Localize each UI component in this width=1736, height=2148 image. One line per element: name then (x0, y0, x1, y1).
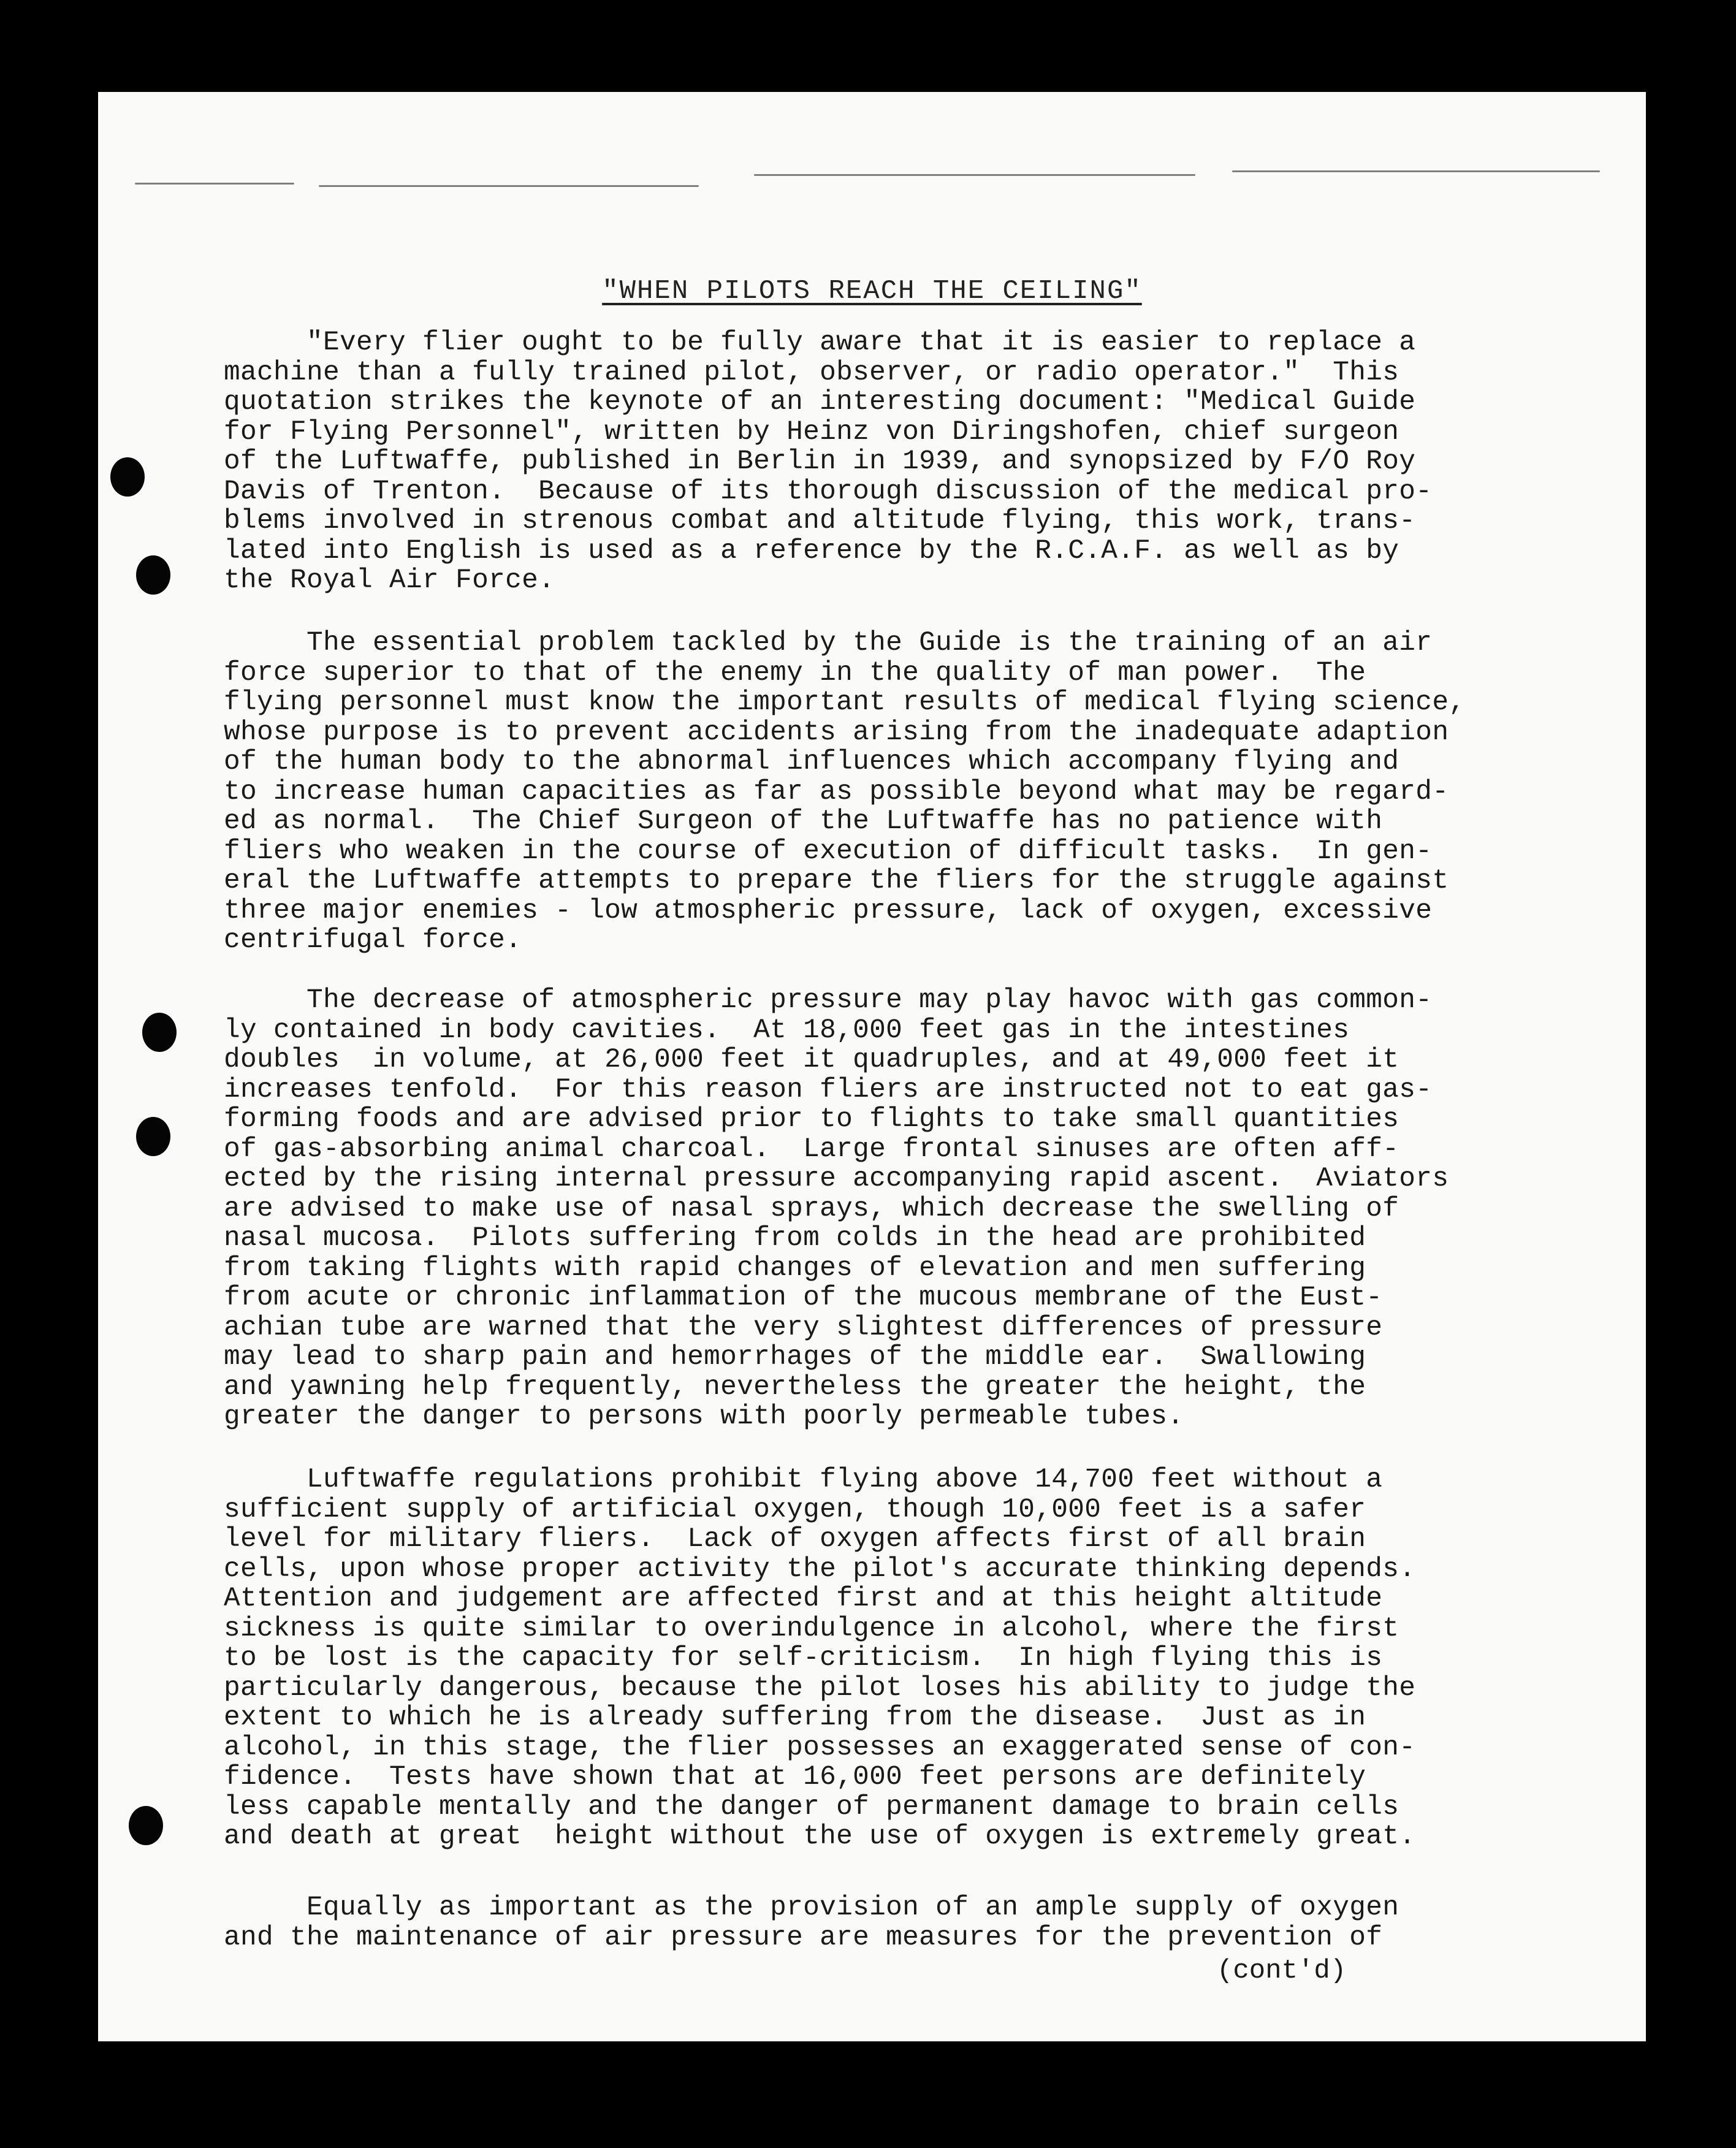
text-line: of gas-absorbing animal charcoal. Large frontal sinuses are often aff- (224, 1133, 1399, 1165)
text-line: extent to which he is already suffering from the disease. Just as in (224, 1702, 1366, 1733)
text-line: forming foods and are advised prior to flights to take small quantities (224, 1104, 1399, 1135)
text-line: centrifugal force. (224, 925, 522, 956)
text-line: to increase human capacities as far as possible beyond what may be regard- (224, 776, 1449, 807)
text-line: sufficient supply of artificial oxygen, though 10,000 feet is a safer (224, 1494, 1366, 1525)
text-line: level for military fliers. Lack of oxygen affects first of all brain (224, 1524, 1366, 1555)
text-line: and death at great height without the use of oxygen is extremely great. (224, 1821, 1416, 1852)
text-line: The essential problem tackled by the Guide is the training of an air (224, 628, 1433, 658)
paragraph-2 (224, 628, 1560, 956)
scan-streak (1232, 170, 1600, 172)
punch-hole (110, 457, 145, 497)
text-line: three major enemies - low atmospheric pressure, lack of oxygen, excessive (224, 895, 1433, 926)
text-line: to be lost is the capacity for self-criticism. In high flying this is (224, 1643, 1383, 1674)
text-line: increases tenfold. For this reason fliers are instructed not to eat gas- (224, 1074, 1433, 1105)
text-line: quotation strikes the keynote of an interesting document: "Medical Guide (224, 387, 1416, 417)
text-line: of the Luftwaffe, published in Berlin in 1939, and synopsized by F/O Roy (224, 446, 1416, 477)
continued-marker: (cont'd) (1217, 1956, 1347, 1986)
text-line: cells, upon whose proper activity the pilot's accurate thinking depends. (224, 1553, 1416, 1585)
document-page (98, 92, 1646, 2041)
text-line: fidence. Tests have shown that at 16,000 feet persons are definitely (224, 1762, 1366, 1792)
text-line: ected by the rising internal pressure accompanying rapid ascent. Aviators (224, 1164, 1449, 1194)
text-line: fliers who weaken in the course of execution of difficult tasks. In gen- (224, 836, 1433, 867)
text-line: Attention and judgement are affected first and at this height altitude (224, 1583, 1383, 1614)
punch-hole (129, 1806, 163, 1845)
paragraph-3 (224, 986, 1560, 1432)
punch-hole (136, 1117, 170, 1156)
text-line: the Royal Air Force. (224, 565, 555, 596)
text-line: force superior to that of the enemy in the quality of man power. The (224, 657, 1366, 688)
text-line: "Every flier ought to be fully aware that it is easier to replace a (224, 327, 1416, 358)
text-line: Luftwaffe regulations prohibit flying above 14,700 feet without a (224, 1464, 1383, 1495)
text-line: eral the Luftwaffe attempts to prepare the fliers for the struggle against (224, 866, 1449, 896)
text-line: nasal mucosa. Pilots suffering from colds in the head are prohibited (224, 1223, 1366, 1254)
text-line: machine than a fully trained pilot, observer, or radio operator." This (224, 357, 1399, 388)
text-line: may lead to sharp pain and hemorrhages of the middle ear. Swallowing (224, 1342, 1366, 1373)
punch-hole (142, 1013, 177, 1052)
scan-streak (135, 183, 294, 185)
text-line: from taking flights with rapid changes of elevation and men suffering (224, 1252, 1366, 1284)
text-line: less capable mentally and the danger of permanent damage to brain cells (224, 1791, 1399, 1822)
text-line: of the human body to the abnormal influences which accompany flying and (224, 747, 1399, 777)
scan-streak (319, 185, 699, 187)
text-line: sickness is quite similar to overindulgence in alcohol, where the first (224, 1613, 1399, 1644)
text-line: ly contained in body cavities. At 18,000 feet gas in the intestines (224, 1015, 1350, 1046)
text-line: lated into English is used as a reference by the R.C.A.F. as well as by (224, 535, 1399, 566)
text-line: achian tube are warned that the very slightest differences of pressure (224, 1312, 1383, 1343)
text-line: ed as normal. The Chief Surgeon of the Luftwaffe has no patience with (224, 806, 1383, 837)
paragraph-5 (224, 1893, 1560, 1952)
text-line: blems involved in strenous combat and altitude flying, this work, trans- (224, 506, 1416, 536)
text-line: greater the danger to persons with poorly permeable tubes. (224, 1401, 1184, 1432)
text-line: doubles in volume, at 26,000 feet it quadruples, and at 49,000 feet it (224, 1045, 1399, 1075)
text-line: and the maintenance of air pressure are measures for the prevention of (224, 1922, 1383, 1953)
text-line: and yawning help frequently, nevertheless the greater the height, the (224, 1371, 1366, 1403)
paragraph-1 (224, 328, 1560, 596)
text-line: from acute or chronic inflammation of the mucous membrane of the Eust- (224, 1282, 1383, 1313)
text-line: Equally as important as the provision of an ample supply of oxygen (224, 1892, 1399, 1923)
scan-streak (754, 174, 1195, 176)
text-line: whose purpose is to prevent accidents arising from the inadequate adaption (224, 717, 1449, 748)
paragraph-4 (224, 1465, 1560, 1852)
document-title: "WHEN PILOTS REACH THE CEILING" (602, 276, 1142, 307)
text-line: The decrease of atmospheric pressure may play havoc with gas common- (224, 985, 1433, 1016)
text-line: flying personnel must know the important results of medical flying science, (224, 687, 1466, 718)
text-line: alcohol, in this stage, the flier possesses an exaggerated sense of con- (224, 1732, 1416, 1763)
text-line: are advised to make use of nasal sprays, which decrease the swelling of (224, 1193, 1399, 1224)
text-line: particularly dangerous, because the pilot loses his ability to judge the (224, 1672, 1416, 1704)
text-line: Davis of Trenton. Because of its thorough discussion of the medical pro- (224, 476, 1433, 507)
punch-hole (136, 555, 170, 595)
text-line: for Flying Personnel", written by Heinz von Diringshofen, chief surgeon (224, 416, 1399, 448)
